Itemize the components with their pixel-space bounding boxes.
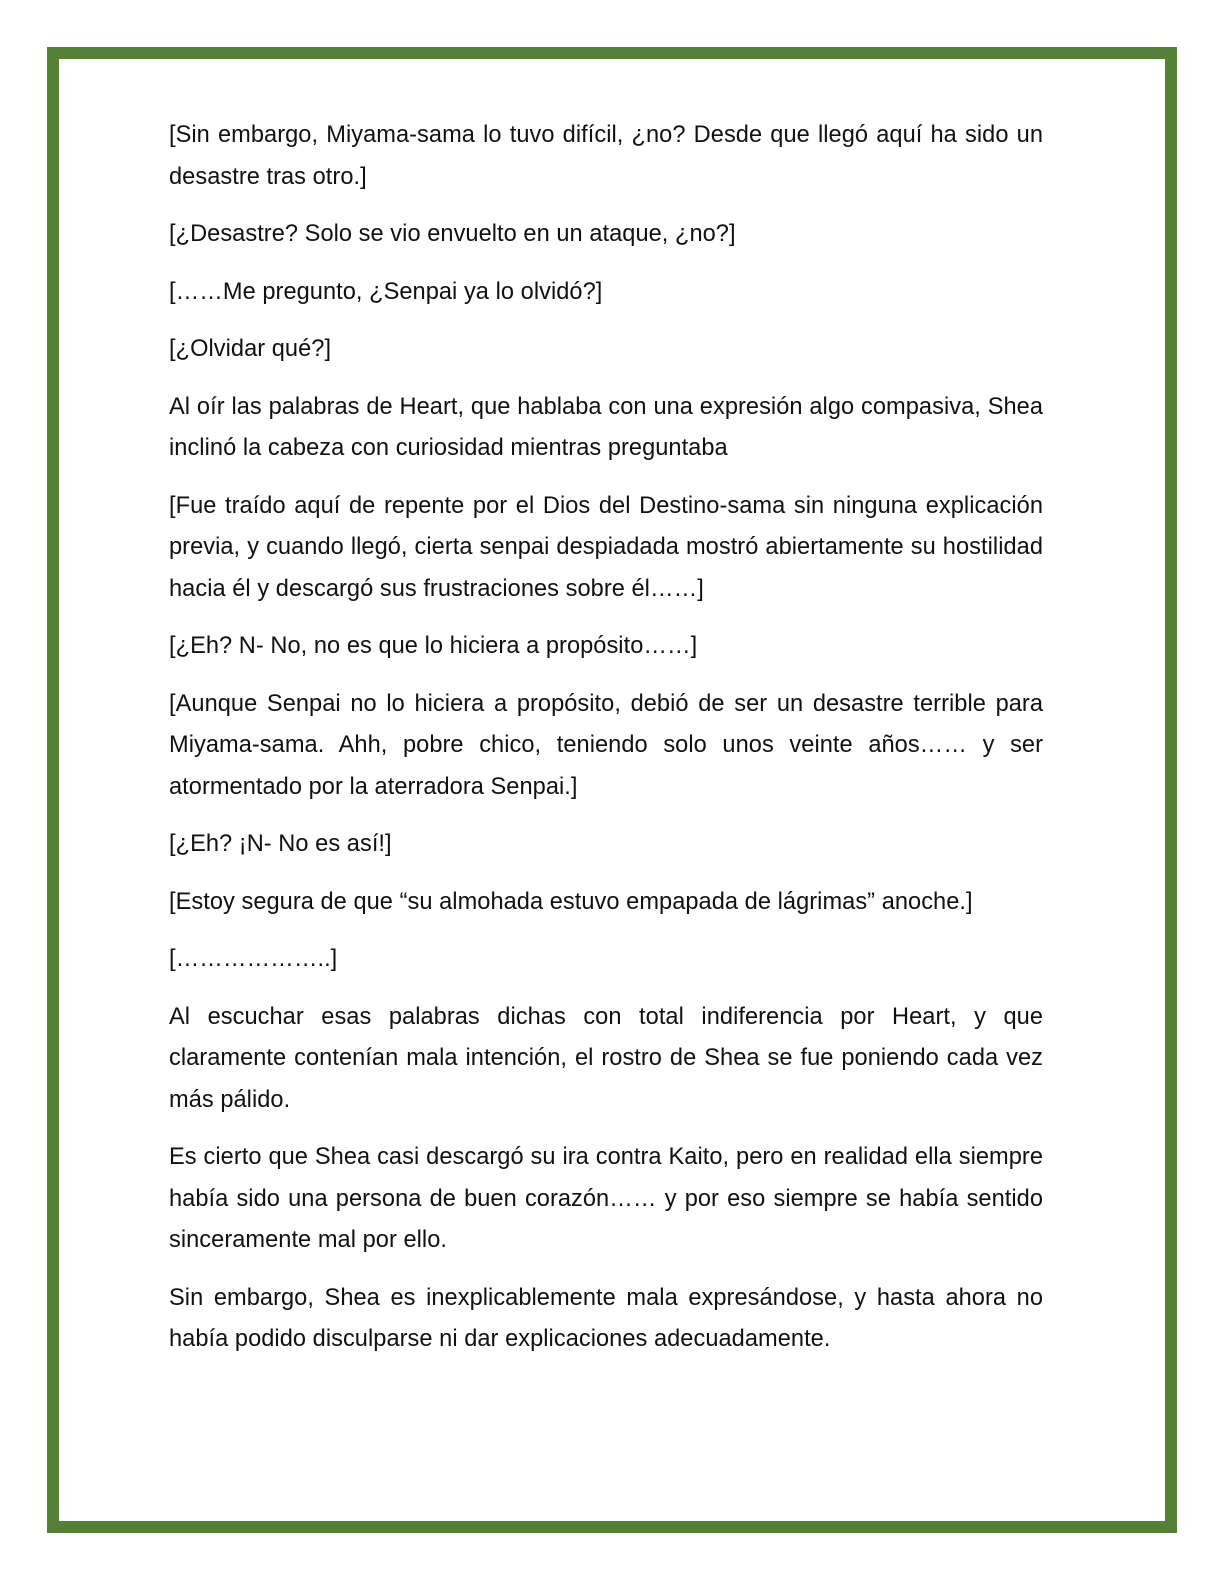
paragraph: [Aunque Senpai no lo hiciera a propósito, debió de ser un desastre terrible para Miyama-sama. Ahh, pobre chico, teniendo solo unos veinte años…… y ser atormentado por la aterradora Senpai.] — [169, 690, 1043, 800]
paragraph: [Sin embargo, Miyama-sama lo tuvo difícil, ¿no? Desde que llegó aquí ha sido un desastre tras otro.] — [169, 122, 1043, 190]
paragraph: Al escuchar esas palabras dichas con total indiferencia por Heart, y que claramente contenían mala intención, el rostro de Shea se fue poniendo cada vez más pálido. — [169, 1003, 1043, 1113]
paragraph: [Estoy segura de que “su almohada estuvo empapada de lágrimas” anoche.] — [169, 888, 973, 915]
paragraph: Sin embargo, Shea es inexplicablemente mala expresándose, y hasta ahora no había podido disculparse ni dar explicaciones adecuadamente. — [169, 1284, 1043, 1352]
paragraph: [¿Eh? N- No, no es que lo hiciera a propósito……] — [169, 633, 698, 659]
paragraph: Es cierto que Shea casi descargó su ira contra Kaito, pero en realidad ella siempre había sido una persona de buen corazón…… y por eso siempre se había sentido sinceramente mal por ello. — [169, 1144, 1043, 1253]
paragraph: [¿Desastre? Solo se vio envuelto en un ataque, ¿no?] — [169, 221, 736, 247]
document-body — [169, 115, 1043, 1377]
paragraph: [……Me pregunto, ¿Senpai ya lo olvidó?] — [169, 278, 603, 305]
paragraph: [¿Eh? ¡N- No es así!] — [169, 831, 392, 857]
paragraph: [………………..] — [169, 946, 338, 972]
paragraph: [Fue traído aquí de repente por el Dios del Destino-sama sin ninguna explicación previa, y cuando llegó, cierta senpai despiadada mostró abiertamente su hostilidad hacia él y descargó sus frustraciones sobre él……] — [169, 492, 1043, 602]
paragraph: Al oír las palabras de Heart, que hablaba con una expresión algo compasiva, Shea inclinó la cabeza con curiosidad mientras preguntaba — [169, 393, 1043, 461]
paragraph: [¿Olvidar qué?] — [169, 336, 332, 362]
